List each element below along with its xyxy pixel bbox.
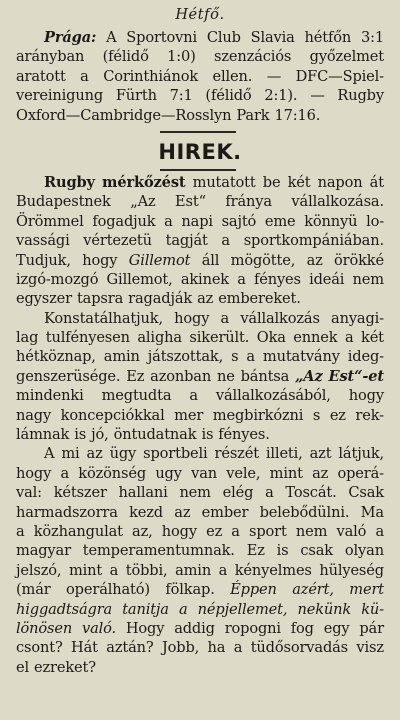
text-line [16,522,384,541]
word: az, [132,522,153,540]
word: sportbeli [143,445,208,463]
word: a [16,522,25,540]
word: mérkőzést [102,173,186,191]
word: bántsa [240,367,290,385]
word: „Az [130,193,156,211]
word: hogy [174,309,210,327]
word: mer [174,406,204,424]
word: Fürth [115,87,157,105]
news-paragraph [16,309,384,445]
word: Prága: [44,29,97,46]
word: Ez [126,367,145,385]
word: a [237,270,246,288]
word: s [312,406,321,424]
news-paragraph [16,173,384,309]
word: izgó-mozgó [16,270,99,288]
word: nekünk [297,600,352,618]
text-line [16,658,384,677]
word: két [287,173,311,191]
word: sportkompániában. [243,232,384,250]
word: népjellemet, [197,600,288,618]
text-line [16,251,384,270]
word: Gillemot, [106,270,173,288]
word: Rugby [337,87,384,105]
word: (félidő [102,48,149,66]
word: Örömmel [16,212,84,230]
text-line [16,347,384,366]
word: Club [206,29,241,46]
text-line [16,619,384,638]
word: Oxford—Cambridge—Rosslyn [16,106,232,124]
word: ha [207,639,226,657]
word: is [276,542,289,560]
word: két [361,329,384,347]
text-line [16,600,384,619]
text-line [16,464,384,483]
text-line [16,289,384,308]
word: illeti, [265,445,303,463]
word: örökké [334,251,384,269]
word: Ez [246,542,265,560]
word: lo- [366,212,384,230]
word: fényes [253,270,301,288]
word: Hogy [125,619,165,637]
word: vállalkozás [240,309,320,327]
word: be [262,173,281,191]
word: tapsra [76,290,124,308]
word: hülyeség [319,561,384,579]
word: ez [329,406,346,424]
word: mögötte, [230,251,296,269]
news-column [16,173,384,677]
word: jó, [91,426,109,444]
text-line [16,86,384,105]
word: ezreket? [34,658,96,676]
word: ember [201,503,249,521]
day-heading: Hétfő. [175,7,225,23]
text-line [16,561,384,580]
word: játszottak, [147,348,224,366]
text-line [16,106,384,125]
word: hogy [16,464,52,482]
word: higgadtságra [16,600,113,618]
word: Sportovni [126,29,198,46]
word: csak [300,542,333,560]
word: — [310,87,325,105]
word: a [178,600,188,618]
word: a [231,522,240,540]
word: nem [352,270,384,288]
word: közhangulat [33,522,123,540]
word: napon [317,173,363,191]
word: — [266,67,282,85]
text-line [16,192,384,211]
text-line [16,503,384,522]
word: Corinthiánok [103,67,199,85]
word: kü- [361,600,384,618]
text-line [16,541,384,560]
word: Tudjuk, [16,251,71,269]
word: a [189,387,198,405]
word: temperamentumnak. [82,542,235,560]
word: magyar [16,542,71,560]
word: a [375,522,384,540]
word: ez [206,522,223,540]
word: Est“ [175,193,206,211]
word: a [60,464,69,482]
word: vele, [226,464,261,482]
word: mutatott [192,173,256,191]
word: egyszer [16,290,72,308]
word: hétköznap, [16,348,96,366]
word: ragadják [128,290,193,308]
word: vállalkozásából, [215,387,331,405]
word: 3:1 [360,29,384,46]
word: operá- [337,464,384,482]
word: el [16,658,30,676]
word: mi [61,445,80,463]
word: koncepciókkal [60,406,165,424]
word: Slavia [250,29,295,46]
word: „Az [295,367,323,385]
word: hallani [118,484,168,502]
section-title: HIREK. [158,139,242,164]
text-line [16,444,384,463]
word: 1:0) [167,48,196,66]
word: a [221,232,230,250]
word: kétszer [53,484,107,502]
word: a [265,484,274,502]
word: részét [214,445,259,463]
word: ellen. [212,67,253,85]
word: ugy [155,464,182,482]
word: lag [16,329,39,347]
word: ennek [293,329,338,347]
word: harmadszorra [16,503,118,521]
word: vállalkozása. [291,193,384,211]
word: belebődülni. [259,503,350,521]
word: fog [290,619,314,637]
word: Hát [71,639,98,657]
word: amin [103,348,140,366]
word: embereket. [218,290,301,308]
word: s [231,348,239,366]
word: olyan [344,542,384,560]
word: Toscát. [285,484,337,502]
word: Park [236,106,270,124]
text-line [16,212,384,231]
word: az [86,445,103,463]
word: közönség [78,464,147,482]
word: Konstatálhatjuk, [44,309,163,327]
word: áll [201,251,220,269]
word: jelszó, [16,561,62,579]
word: pár [359,619,384,637]
word: azonban [150,367,212,385]
word: aligha [137,329,182,347]
word: ne [216,367,235,385]
word: kényelmes [234,561,312,579]
word: elég [222,484,254,502]
word: egy [323,619,350,637]
word: Éppen [230,581,277,599]
word: megtudta [101,387,172,405]
word: azt [309,445,332,463]
word: A [44,445,55,463]
word: többi, [125,561,168,579]
word: győzelmet [309,48,384,66]
word: Ma [360,503,384,521]
word: Budapestnek [16,193,111,211]
word: öntudatnak [113,426,197,444]
word: (félidő [205,87,252,105]
word: a [220,309,230,327]
text-line [16,406,384,425]
word: azért, [292,581,334,599]
word: arányban [16,48,85,66]
word: A [106,29,117,46]
word: sikerült. [189,329,250,347]
text-line [16,483,384,502]
word: lönösen [16,619,73,637]
word: 2:1). [264,87,298,105]
word: ropogni [224,619,281,637]
word: napi [181,212,213,230]
text-line [16,425,384,444]
text-line [16,67,384,86]
word: csont? [16,639,63,657]
word: az [312,464,329,482]
word: a [344,329,354,347]
word: 17:16. [274,106,321,124]
word: a [80,67,89,85]
word: Oka [256,329,286,347]
text-line [16,28,384,47]
word: van [191,464,218,482]
word: visz [356,639,384,657]
word: mutatvány [262,348,340,366]
word: az [174,503,191,521]
divider-rule-top [160,131,236,133]
text-line [16,231,384,250]
text-line [16,580,384,599]
word: sajtó [221,212,257,230]
divider-rule-bottom [160,169,236,171]
word: tüdősorvadás [250,639,349,657]
word: vereinigung [16,87,104,105]
word: megbirkózni [212,406,304,424]
word: tagját [165,232,208,250]
word: addig [174,619,215,637]
word: operálható) [66,581,150,599]
word: nem [179,484,211,502]
word: Est“-et [328,367,384,385]
word: nagy [16,406,52,424]
word: hétfőn [304,29,352,46]
word: rek- [355,406,384,424]
word: sport [249,522,287,540]
text-line [16,270,384,289]
word: genszerüsége. [16,367,121,385]
word: könnyü [304,212,358,230]
word: hogy [82,251,118,269]
word: mint [68,561,103,579]
text-line [16,367,384,386]
word: az [306,251,323,269]
word: (már [16,581,51,599]
text-line [16,47,384,66]
word: DFC—Spiel- [295,67,384,85]
word: fogadjuk [92,212,156,230]
word: mert [349,581,384,599]
word: Gillemot [128,251,191,269]
word: ideg- [347,348,384,366]
word: lámnak [16,426,70,444]
text-line [16,386,384,405]
word: vértezetü [83,232,152,250]
word: látjuk, [338,445,384,463]
word: aratott [16,67,66,85]
word: Rugby [44,173,95,191]
text-line [16,173,384,192]
word: kezd [129,503,163,521]
word: a [246,348,255,366]
word: az [197,290,214,308]
text-line [16,638,384,657]
word: hogy [348,387,384,405]
word: ügy [109,445,137,463]
word: vassági [16,232,70,250]
word: fölkap. [165,581,215,599]
word: hogy [161,522,197,540]
word: a [109,561,119,579]
text-line [16,309,384,328]
word: 7:1 [169,87,193,105]
word: Csak [348,484,384,502]
word: val: [16,484,42,502]
word: a [218,561,228,579]
sport-results [16,28,384,125]
word: a [233,639,243,657]
word: fránya [225,193,272,211]
word: is [201,426,214,444]
word: való. [81,619,116,637]
word: Jobb, [161,639,200,657]
word: aztán? [106,639,154,657]
word: is [74,426,87,444]
word: eme [264,212,296,230]
word: fényes. [218,426,270,444]
word: akinek [180,270,230,288]
word: át [369,173,384,191]
word: szenzációs [214,48,292,66]
word: a [164,212,173,230]
word: ideái [309,270,345,288]
word: mindenki [16,387,84,405]
word: tulfényesen [45,329,130,347]
word: való [336,522,367,540]
news-paragraph [16,444,384,677]
word: nem [295,522,328,540]
word: anyagi- [331,309,384,327]
word: mint [269,464,303,482]
text-line [16,328,384,347]
word: amin [175,561,212,579]
word: tanitja [122,600,169,618]
